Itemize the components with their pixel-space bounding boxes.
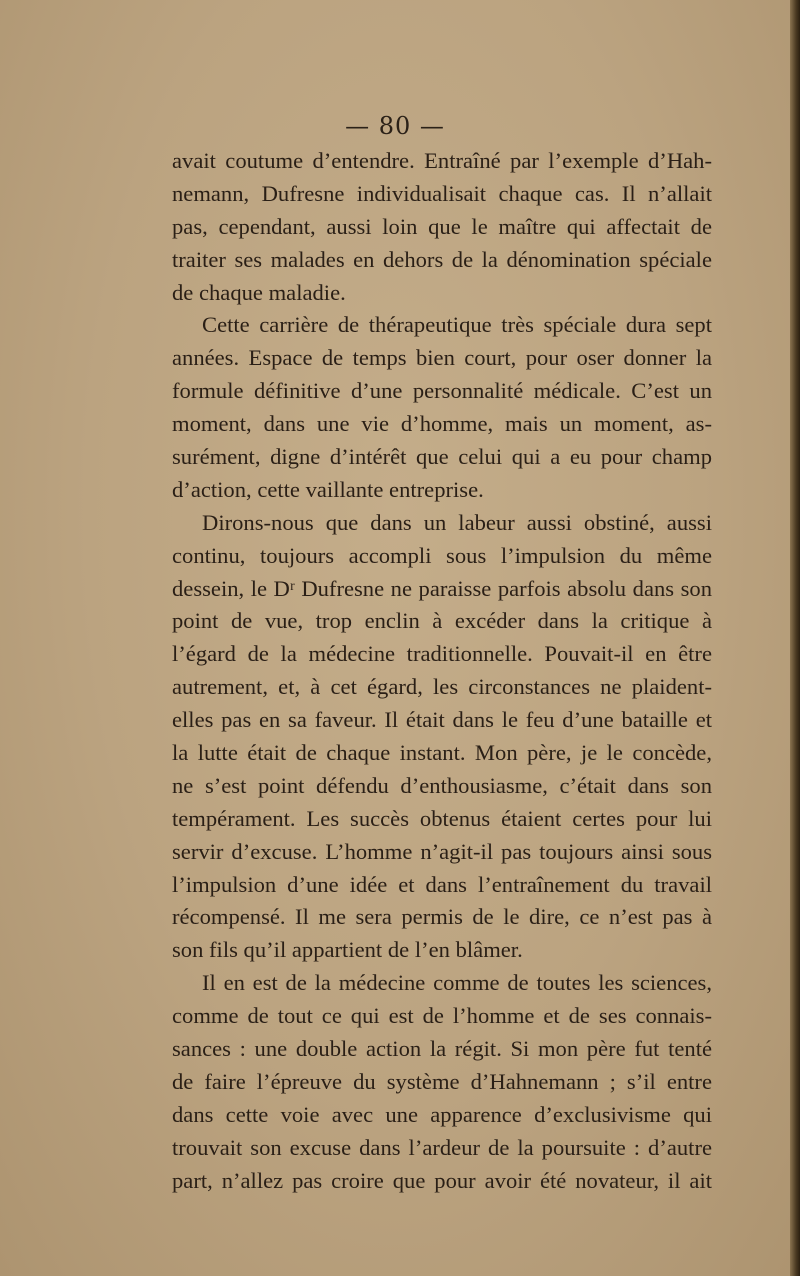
text-line: de chaque maladie. — [172, 279, 346, 305]
text-line: servir d’excuse. L’homme n’agit-il pas toujours ainsi sous — [172, 838, 712, 864]
text-line: avait coutume d’entendre. Entraîné par l’exemple d’Hah- — [172, 148, 712, 173]
text-line: dans cette voie avec une apparence d’exclusivisme qui — [172, 1101, 712, 1127]
text-line: trouvait son excuse dans l’ardeur de la poursuite : d’autre — [172, 1134, 712, 1160]
text-line: Il en est de la médecine comme de toutes les sciences, — [202, 970, 712, 996]
body-text — [172, 145, 712, 1198]
text-line: la lutte était de chaque instant. Mon père, je le concède, — [172, 740, 712, 766]
text-line: moment, dans une vie d’homme, mais un moment, as- — [172, 411, 712, 437]
text-line: part, n’allez pas croire que pour avoir été novateur, il ait — [172, 1167, 712, 1193]
text-line: nemann, Dufresne individualisait chaque cas. Il n’allait — [172, 180, 712, 206]
text-line: dessein, le Dʳ Dufresne ne paraisse parfois absolu dans son — [172, 575, 712, 601]
text-line: surément, digne d’intérêt que celui qui a eu pour champ — [172, 444, 712, 470]
text-line: années. Espace de temps bien court, pour oser donner la — [172, 345, 712, 371]
text-line: comme de tout ce qui est de l’homme et de ses connais- — [172, 1003, 712, 1029]
text-line: pas, cependant, aussi loin que le maître qui affectait de — [172, 213, 712, 239]
text-line: l’impulsion d’une idée et dans l’entraînement du travail — [172, 871, 712, 897]
text-line: formule définitive d’une personnalité médicale. C’est un — [172, 378, 712, 404]
text-line: Dirons-nous que dans un labeur aussi obstiné, aussi — [202, 509, 712, 535]
text-line: Cette carrière de thérapeutique très spéciale dura sept — [202, 312, 712, 338]
text-line: point de vue, trop enclin à excéder dans la critique à — [172, 608, 712, 634]
text-line: son fils qu’il appartient de l’en blâmer. — [172, 937, 523, 963]
text-line: ne s’est point défendu d’enthousiasme, c’était dans son — [172, 772, 712, 798]
text-line: traiter ses malades en dehors de la dénomination spéciale — [172, 246, 712, 272]
text-line: continu, toujours accompli sous l’impulsion du même — [172, 542, 712, 568]
text-line: d’action, cette vaillante entreprise. — [172, 476, 484, 502]
text-line: elles pas en sa faveur. Il était dans le feu d’une bataille et — [172, 707, 712, 733]
text-line: autrement, et, à cet égard, les circonstances ne plaident- — [172, 674, 712, 700]
text-line: tempérament. Les succès obtenus étaient certes pour lui — [172, 805, 712, 831]
text-line: de faire l’épreuve du système d’Hahnemann ; s’il entre — [172, 1068, 712, 1094]
text-line: récompensé. Il me sera permis de le dire, ce n’est pas à — [172, 904, 712, 930]
book-binding-edge — [790, 0, 800, 1276]
text-line: sances : une double action la régit. Si mon père fut tenté — [172, 1036, 712, 1062]
text-line: l’égard de la médecine traditionnelle. Pouvait-il en être — [172, 641, 712, 667]
page-number: — 80 — — [345, 112, 445, 140]
